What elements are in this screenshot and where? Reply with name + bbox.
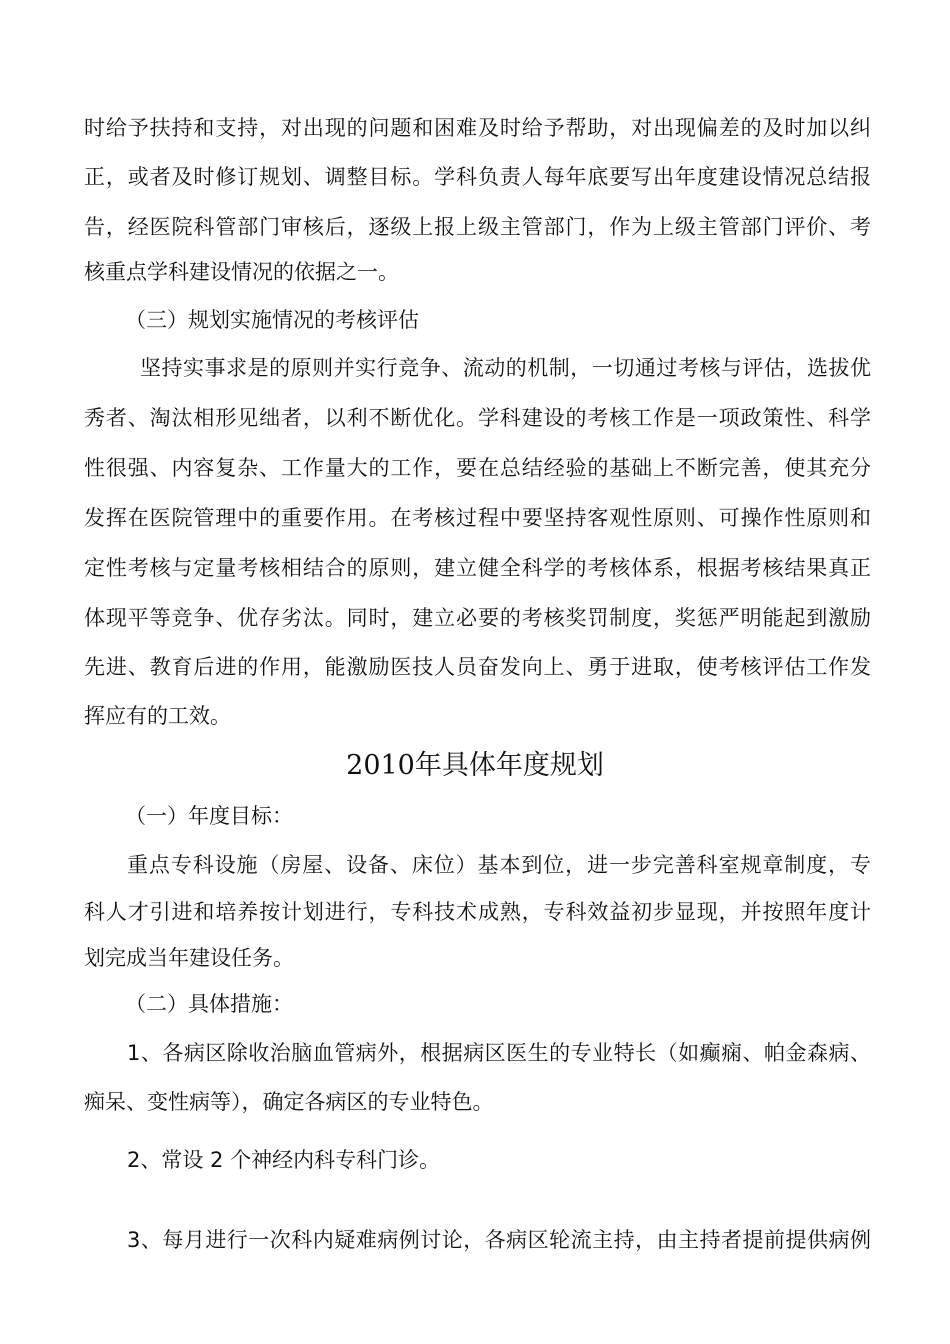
body-text-line: 性很强、内容复杂、工作量大的工作，要在总结经验的基础上不断完善，使其充分 xyxy=(84,456,871,480)
list-item: 3、每月进行一次科内疑难病例讨论，各病区轮流主持，由主持者提前提供病例 xyxy=(127,1228,871,1252)
body-text-line: 挥应有的工效。 xyxy=(84,704,231,728)
plan-title-year: 2010 xyxy=(346,750,415,781)
body-text-line: 坚持实事求是的原则并实行竞争、流动的机制，一切通过考核与评估，选拔优 xyxy=(140,356,871,380)
body-text-line: 重点专科设施（房屋、设备、床位）基本到位，进一步完善科室规章制度，专 xyxy=(127,853,871,877)
body-text-line: 秀者、淘汰相形见绌者，以利不断优化。学科建设的考核工作是一项政策性、科学 xyxy=(84,406,871,430)
section-heading: （一）年度目标： xyxy=(125,804,293,828)
plan-title xyxy=(0,752,950,779)
plan-title-text: 年具体年度规划 xyxy=(414,750,604,781)
list-item: 痴呆、变性病等），确定各病区的专业特色。 xyxy=(84,1090,494,1114)
body-text-line: 体现平等竞争、优存劣汰。同时，建立必要的考核奖罚制度，奖惩严明能起到激励 xyxy=(84,606,871,630)
body-text-line: 正，或者及时修订规划、调整目标。学科负责人每年底要写出年度建设情况总结报 xyxy=(84,165,871,189)
body-text-line: 科人才引进和培养按计划进行，专科技术成熟，专科效益初步显现，并按照年度计 xyxy=(84,900,871,924)
list-item: 2、常设 2 个神经内科专科门诊。 xyxy=(127,1148,441,1172)
body-text-line: 定性考核与定量考核相结合的原则，建立健全科学的考核体系，根据考核结果真正 xyxy=(84,556,871,580)
body-text-line: 告，经医院科管部门审核后，逐级上报上级主管部门，作为上级主管部门评价、考 xyxy=(84,215,871,239)
list-item: 1、各病区除收治脑血管病外，根据病区医生的专业特长（如癫痫、帕金森病、 xyxy=(127,1041,871,1065)
body-text-line: 发挥在医院管理中的重要作用。在考核过程中要坚持客观性原则、可操作性原则和 xyxy=(84,506,871,530)
section-heading: （三）规划实施情况的考核评估 xyxy=(125,308,419,332)
body-text-line: 先进、教育后进的作用，能激励医技人员奋发向上、勇于进取，使考核评估工作发 xyxy=(84,655,871,679)
body-text-line: 划完成当年建设任务。 xyxy=(84,946,294,970)
body-text-line: 时给予扶持和支持，对出现的问题和困难及时给予帮助，对出现偏差的及时加以纠 xyxy=(84,116,871,140)
body-text-line: 核重点学科建设情况的依据之一。 xyxy=(84,260,399,284)
section-heading: （二）具体措施： xyxy=(125,992,293,1016)
